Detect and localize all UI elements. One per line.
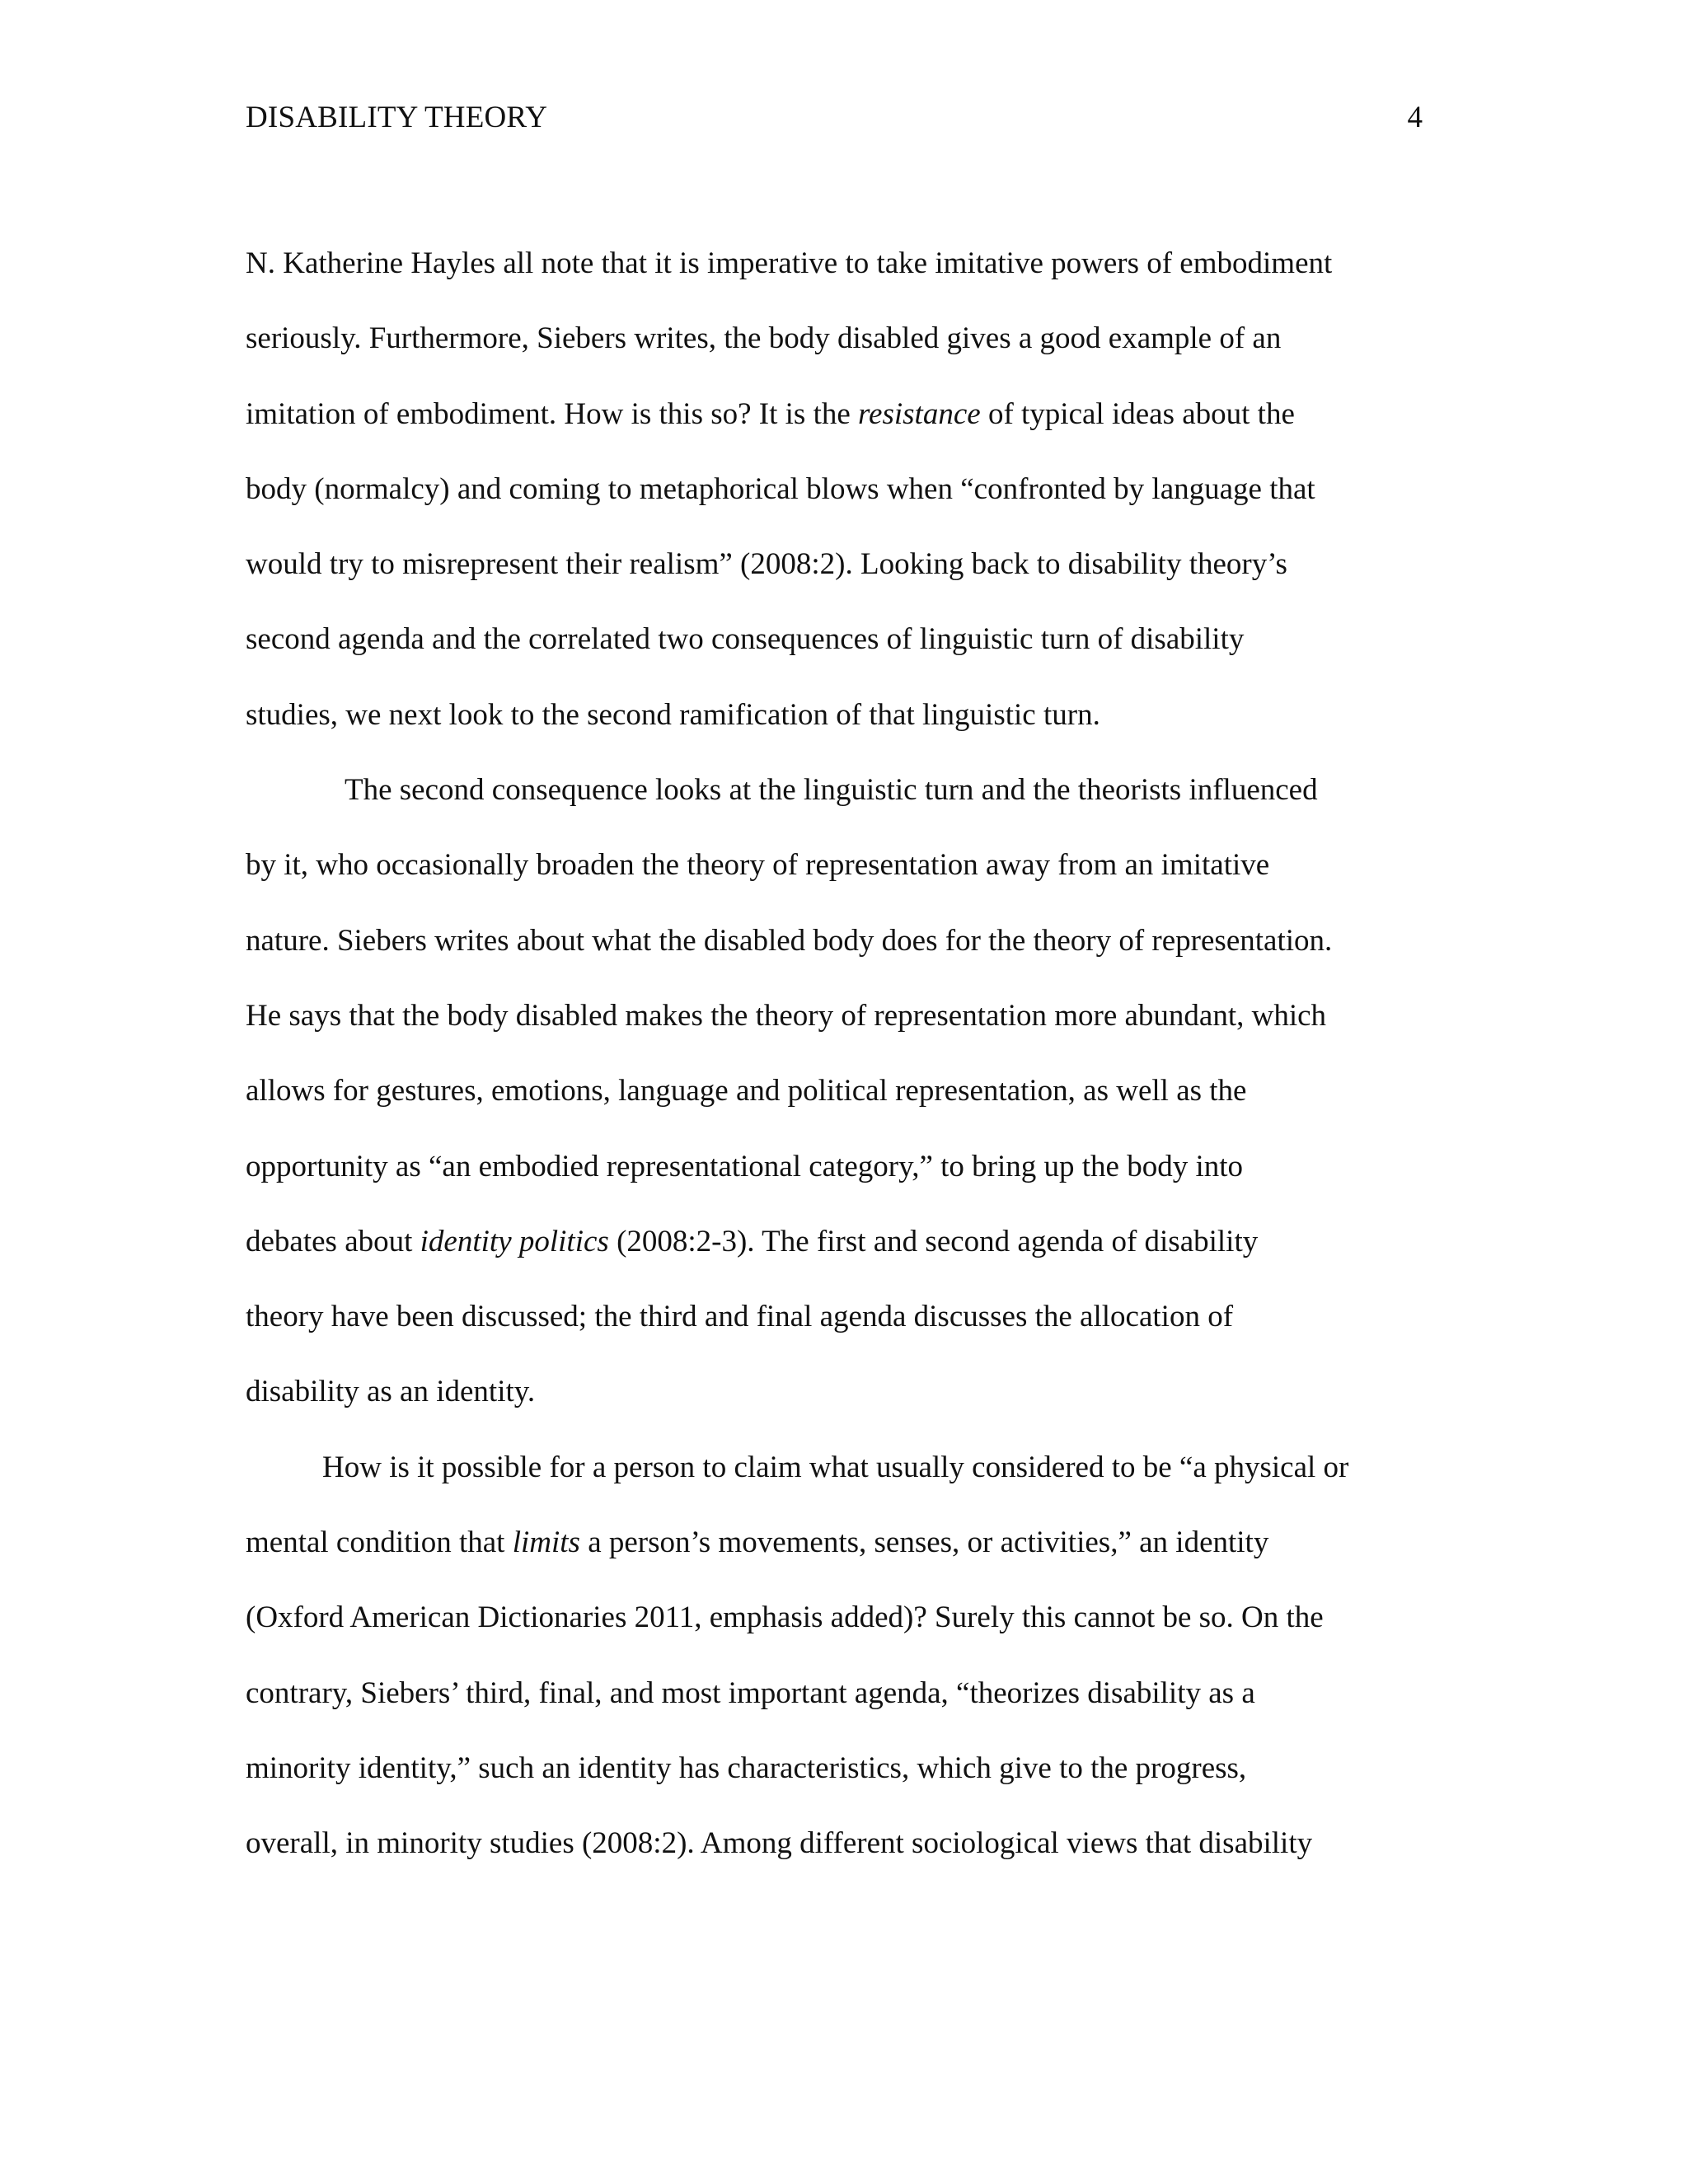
text-line: contrary, Siebers’ third, final, and most important agenda, “theorizes disability as a — [246, 1675, 1255, 1710]
body-text — [246, 243, 1423, 1899]
text-run: debates about — [246, 1224, 420, 1258]
text-run: of typical ideas about the — [980, 396, 1295, 431]
text-line — [246, 1522, 1423, 1597]
text-line: overall, in minority studies (2008:2). Among different sociological views that disability — [246, 1826, 1313, 1861]
text-line — [246, 394, 1423, 469]
text-line: would try to misrepresent their realism” (2008:2). Looking back to disability theory’s — [246, 547, 1287, 582]
text-line: minority identity,” such an identity has characteristics, which give to the progress, — [246, 1750, 1247, 1785]
text-run: (2008:2-3). The first and second agenda of disability — [608, 1224, 1259, 1258]
page-number: 4 — [1407, 101, 1423, 134]
text-run: imitation of embodiment. How is this so? It is the — [246, 396, 859, 431]
text-line: by it, who occasionally broaden the theory of representation away from an imitative — [246, 848, 1270, 883]
text-line: disability as an identity. — [246, 1375, 536, 1409]
text-run: mental condition that — [246, 1526, 513, 1560]
text-line: (Oxford American Dictionaries 2011, emphasis added)? Surely this cannot be so. On the — [246, 1601, 1324, 1635]
text-line — [246, 1221, 1423, 1296]
text-run: a person’s movements, senses, or activities,” an identity — [579, 1526, 1269, 1560]
emphasized-term: limits — [512, 1526, 580, 1560]
emphasized-term: resistance — [858, 396, 981, 431]
text-line: allows for gestures, emotions, language and political representation, as well as the — [246, 1074, 1247, 1108]
text-line: theory have been discussed; the third and final agenda discusses the allocation of — [246, 1300, 1234, 1334]
text-line: studies, we next look to the second ramification of that linguistic turn. — [246, 697, 1100, 732]
text-line: opportunity as “an embodied representational category,” to bring up the body into — [246, 1149, 1244, 1183]
text-line: nature. Siebers writes about what the disabled body does for the theory of representation. — [246, 923, 1333, 958]
text-line: N. Katherine Hayles all note that it is imperative to take imitative powers of embodiment — [246, 246, 1333, 280]
text-line: second agenda and the correlated two consequences of linguistic turn of disability — [246, 622, 1245, 657]
text-line: body (normalcy) and coming to metaphorical blows when “confronted by language that — [246, 471, 1315, 506]
emphasized-term: identity politics — [420, 1224, 609, 1258]
text-line: seriously. Furthermore, Siebers writes, the body disabled gives a good example of an — [246, 321, 1282, 356]
paragraph-first-line: How is it possible for a person to claim what usually considered to be “a physical or — [322, 1450, 1349, 1484]
running-head: DISABILITY THEORY — [246, 101, 548, 134]
paragraph-first-line: The second consequence looks at the linguistic turn and the theorists influenced — [345, 773, 1318, 808]
text-line: He says that the body disabled makes the theory of representation more abundant, which — [246, 998, 1327, 1033]
